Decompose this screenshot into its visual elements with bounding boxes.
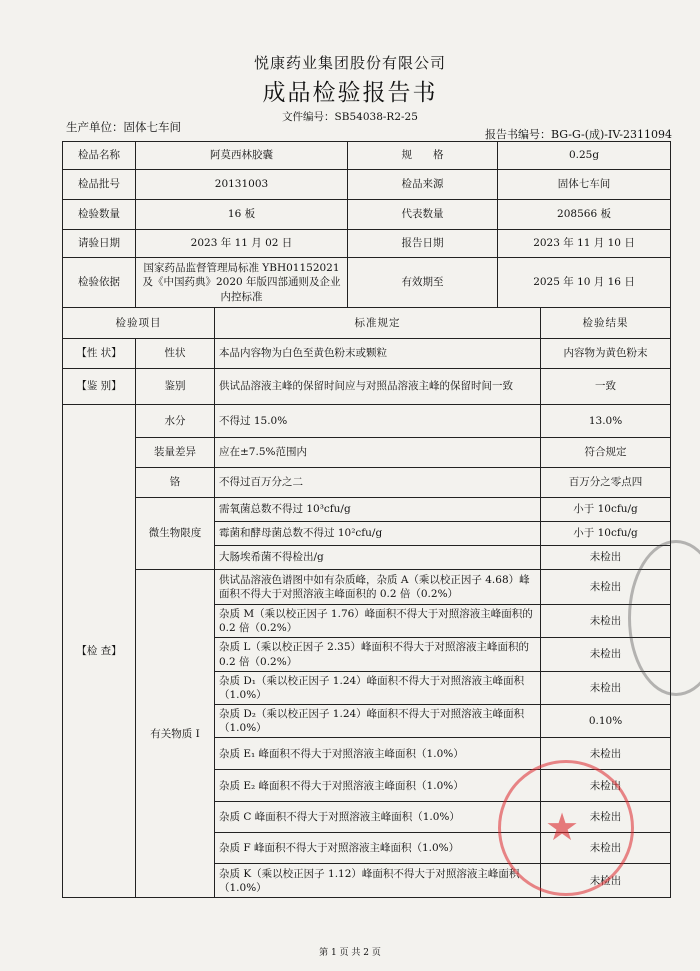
req-date-value: 2023 年 11 月 02 日 (136, 230, 348, 258)
page-footer: 第 1 页 共 2 页 (319, 948, 381, 958)
res-related-7: 未检出 (541, 770, 671, 802)
header-result: 检验结果 (541, 308, 671, 339)
std-related-8: 杂质 C 峰面积不得大于对照溶液主峰面积（1.0%） (215, 802, 541, 833)
res-related-2: 未检出 (541, 605, 671, 638)
std-identification: 供试品溶液主峰的保留时间应与对照品溶液主峰的保留时间一致 (215, 369, 541, 405)
source-value: 固体七车间 (498, 170, 671, 200)
std-related-1: 供试品溶液色谱图中如有杂质峰，杂质 A（乘以校正因子 4.68）峰面积不得大于对照溶液主峰面积的 0.2 倍（0.2%） (215, 570, 541, 605)
product-name: 阿莫西林胶囊 (136, 142, 348, 170)
res-related-6: 未检出 (541, 738, 671, 770)
std-related-5: 杂质 D₂（乘以校正因子 1.24）峰面积不得大于对照溶液主峰面积（1.0%） (215, 705, 541, 738)
group-identification: 【鉴 别】 (63, 369, 136, 405)
res-microbial-2: 小于 10cfu/g (541, 522, 671, 546)
group-appearance: 【性 状】 (63, 339, 136, 369)
item-appearance: 性状 (136, 339, 215, 369)
item-water: 水分 (136, 405, 215, 438)
basis-value: 国家药品监督管理局标准 YBH01152021 及《中国药典》2020 年版四部通则及企业内控标准 (136, 258, 348, 308)
rep-label: 代表数量 (348, 200, 498, 230)
req-date-label: 请验日期 (63, 230, 136, 258)
res-related-9: 未检出 (541, 833, 671, 864)
batch-label: 检品批号 (63, 170, 136, 200)
company-name: 悦康药业集团股份有限公司 (253, 54, 446, 72)
inspection-table (62, 141, 671, 898)
std-fill-variation: 应在±7.5%范围内 (215, 438, 541, 468)
report-date-label: 报告日期 (348, 230, 498, 258)
res-chromium: 百万分之零点四 (541, 468, 671, 498)
std-related-6: 杂质 E₁ 峰面积不得大于对照溶液主峰面积（1.0%） (215, 738, 541, 770)
res-related-10: 未检出 (541, 864, 671, 898)
batch-value: 20131003 (136, 170, 348, 200)
res-identification: 一致 (541, 369, 671, 405)
std-related-7: 杂质 E₂ 峰面积不得大于对照溶液主峰面积（1.0%） (215, 770, 541, 802)
valid-value: 2025 年 10 月 16 日 (498, 258, 671, 308)
spec-value: 0.25g (498, 142, 671, 170)
qty-value: 16 板 (136, 200, 348, 230)
res-related-8: 未检出 (541, 802, 671, 833)
std-related-4: 杂质 D₁（乘以校正因子 1.24）峰面积不得大于对照溶液主峰面积（1.0%） (215, 671, 541, 704)
item-chromium: 铬 (136, 468, 215, 498)
source-label: 检品来源 (348, 170, 498, 200)
header-standard: 标准规定 (215, 308, 541, 339)
res-appearance: 内容物为黄色粉末 (541, 339, 671, 369)
group-inspection: 【检 查】 (63, 405, 136, 898)
std-related-2: 杂质 M（乘以校正因子 1.76）峰面积不得大于对照溶液主峰面积的 0.2 倍（0.2%） (215, 605, 541, 638)
res-microbial-1: 小于 10cfu/g (541, 498, 671, 522)
production-unit: 生产单位：固体七车间 (66, 120, 181, 134)
res-related-5: 0.10% (541, 705, 671, 738)
rep-value: 208566 板 (498, 200, 671, 230)
res-microbial-3: 未检出 (541, 546, 671, 570)
report-number: 报告书编号：BG-G-(成)-IV-2311094 (485, 128, 672, 141)
std-related-10: 杂质 K（乘以校正因子 1.12）峰面积不得大于对照溶液主峰面积（1.0%） (215, 864, 541, 898)
res-water: 13.0% (541, 405, 671, 438)
std-related-3: 杂质 L（乘以校正因子 2.35）峰面积不得大于对照溶液主峰面积的 0.2 倍（0.2%） (215, 638, 541, 671)
item-fill-variation: 装量差异 (136, 438, 215, 468)
star-icon: ★ (545, 805, 580, 849)
name-label: 检品名称 (63, 142, 136, 170)
file-number: 文件编号：SB54038-R2-25 (282, 111, 418, 123)
header-item: 检验项目 (63, 308, 215, 339)
std-appearance: 本品内容物为白色至黄色粉末或颗粒 (215, 339, 541, 369)
std-microbial-1: 需氧菌总数不得过 10³cfu/g (215, 498, 541, 522)
item-microbial: 微生物限度 (136, 498, 215, 570)
item-related-substances: 有关物质 I (136, 570, 215, 898)
std-water: 不得过 15.0% (215, 405, 541, 438)
res-related-4: 未检出 (541, 671, 671, 704)
res-related-1: 未检出 (541, 570, 671, 605)
res-related-3: 未检出 (541, 638, 671, 671)
valid-label: 有效期至 (348, 258, 498, 308)
std-microbial-2: 霉菌和酵母菌总数不得过 10²cfu/g (215, 522, 541, 546)
basis-label: 检验依据 (63, 258, 136, 308)
report-date-value: 2023 年 11 月 10 日 (498, 230, 671, 258)
res-fill-variation: 符合规定 (541, 438, 671, 468)
std-chromium: 不得过百万分之二 (215, 468, 541, 498)
std-related-9: 杂质 F 峰面积不得大于对照溶液主峰面积（1.0%） (215, 833, 541, 864)
report-title: 成品检验报告书 (262, 80, 438, 106)
spec-label: 规 格 (348, 142, 498, 170)
qty-label: 检验数量 (63, 200, 136, 230)
item-identification: 鉴别 (136, 369, 215, 405)
std-microbial-3: 大肠埃希菌不得检出/g (215, 546, 541, 570)
